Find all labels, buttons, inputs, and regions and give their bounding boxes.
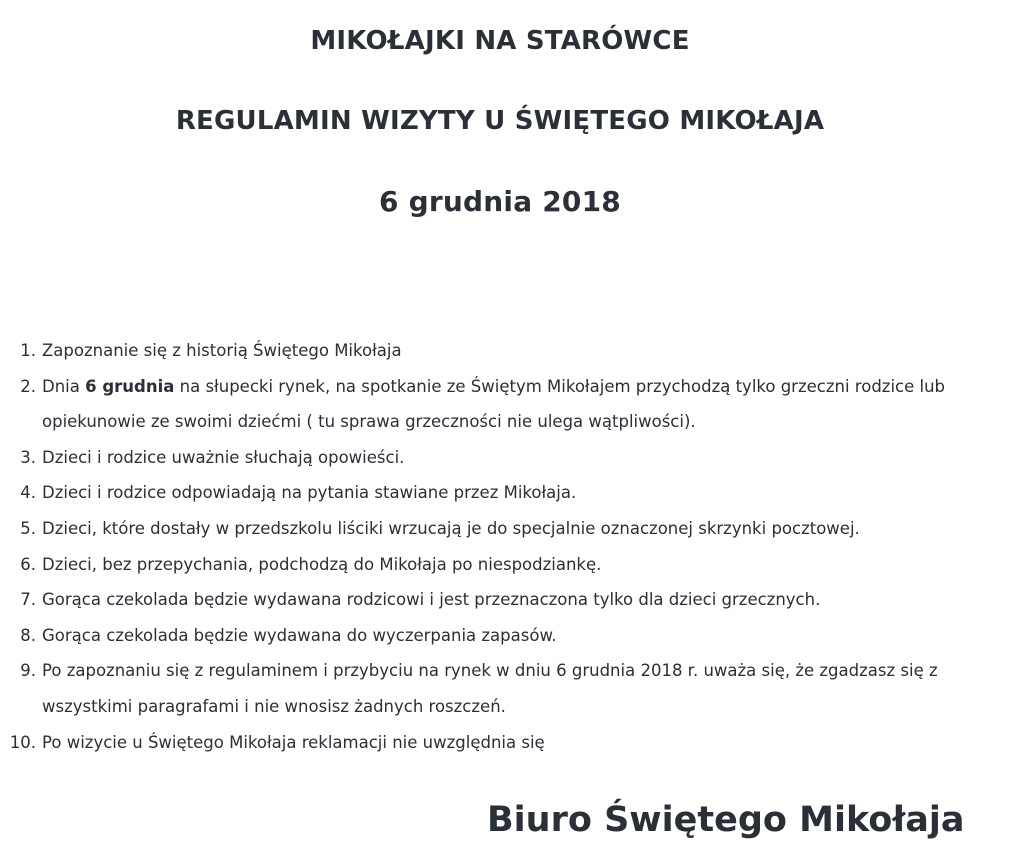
rule-number: 8. — [20, 625, 36, 645]
rule-text-segment: Gorąca czekolada będzie wydawana do wyczerpania zapasów. — [42, 625, 557, 645]
rule-item — [0, 653, 1020, 724]
rules-list — [0, 333, 1020, 760]
rule-number: 9. — [20, 661, 36, 681]
rule-text-segment: Dzieci i rodzice odpowiadają na pytania stawiane przez Mikołaja. — [42, 483, 577, 503]
rule-text — [42, 341, 402, 360]
rule-number: 7. — [20, 590, 36, 610]
rule-text-segment: Dzieci, które dostały w przedszkolu liściki wrzucają je do specjalnie oznaczonej skrzynki pocztowej. — [42, 518, 860, 538]
rule-item — [0, 369, 1020, 440]
rule-text — [42, 626, 557, 645]
rule-number: 6. — [20, 554, 36, 574]
rule-text — [42, 733, 545, 752]
signature: Biuro Świętego Mikołaja — [487, 800, 965, 840]
rule-item — [0, 440, 1020, 476]
rule-text-segment: Dzieci, bez przepychania, podchodzą do Mikołaja po niespodziankę. — [42, 554, 602, 574]
rule-number: 4. — [20, 483, 36, 503]
rule-number: 1. — [20, 341, 36, 360]
rule-item — [0, 475, 1020, 511]
rule-text-segment: na słupecki rynek, na spotkanie ze Świętym Mikołajem przychodzą tylko grzeczni rodzice lub opiekunowie ze swoimi dziećmi ( tu sprawa grzeczności nie ulega wątpliwości). — [42, 376, 946, 432]
rule-text — [42, 519, 860, 538]
rule-item — [0, 725, 1020, 761]
rule-item — [0, 582, 1020, 618]
rules-title: REGULAMIN WIZYTY U ŚWIĘTEGO MIKOŁAJA — [175, 106, 825, 136]
rule-text — [42, 377, 945, 432]
rule-text-segment: Dzieci i rodzice uważnie słuchają opowieści. — [42, 447, 405, 467]
rule-number: 10. — [9, 732, 36, 752]
rule-number: 5. — [20, 518, 36, 538]
rule-text — [42, 555, 601, 574]
rule-text — [42, 661, 938, 716]
rule-item — [0, 618, 1020, 654]
rule-text-segment: Po zapoznaniu się z regulaminem i przybyciu na rynek w dniu 6 grudnia 2018 r. uważa się, że zgadzasz się z wszystkimi paragrafami i nie wnosisz żadnych roszczeń. — [42, 661, 938, 716]
rule-text — [42, 483, 576, 502]
rule-text-segment: Zapoznanie się z historią Świętego Mikołaja — [42, 341, 402, 360]
rule-text-segment: Po wizycie u Świętego Mikołaja reklamacji nie uwzględnia się — [42, 732, 545, 752]
rule-number: 3. — [20, 447, 36, 467]
rule-item — [0, 547, 1020, 583]
rule-text-segment: Gorąca czekolada będzie wydawana rodzicowi i jest przeznaczona tylko dla dzieci grzecznych. — [42, 590, 821, 610]
rule-text — [42, 590, 820, 609]
rule-item — [0, 333, 1020, 369]
event-date: 6 grudnia 2018 — [379, 185, 621, 218]
rule-number: 2. — [20, 376, 36, 396]
event-title: MIKOŁAJKI NA STARÓWCE — [310, 26, 690, 56]
rule-text-emphasis: 6 grudnia — [85, 376, 175, 396]
rule-item — [0, 511, 1020, 547]
rule-text-segment: Dnia — [42, 376, 86, 396]
rule-text — [42, 448, 404, 467]
